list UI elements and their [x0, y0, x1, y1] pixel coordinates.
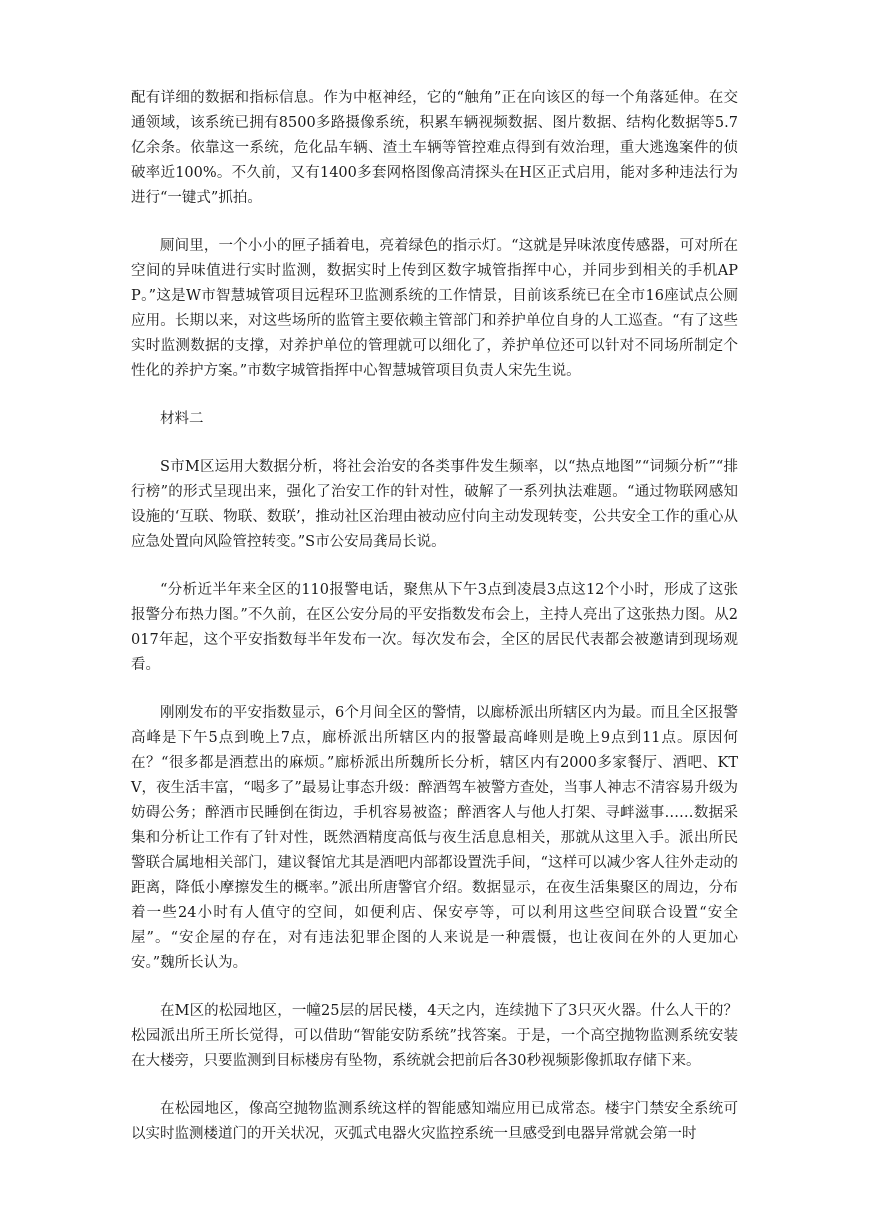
paragraph-high-altitude-throwing: 在M区的松园地区，一幢25层的居民楼，4天之内，连续抛下了3只灭火器。什么人干的？松园派出所王所长觉得，可以借助“智能安防系统”找答案。于是，一个高空抛物监测系统安装在大楼旁，只要监测到目标楼房有坠物，系统就会把前后各30秒视频影像抓取存储下来。 [131, 1003, 738, 1069]
paragraph-big-data-analysis: S市M区运用大数据分析，将社会治安的各类事件发生频率，以“热点地图”“词频分析”“排行榜”的形式呈现出来，强化了治安工作的针对性，破解了一系列执法难题。“通过物联网感知设施的‘互联、物联、数联’，推动社区治理由被动应付向主动发现转变，公共安全工作的重心从应急处置向风险管控转变。”S市公安局龚局长说。 [131, 459, 738, 550]
document-page [131, 86, 738, 1170]
section-heading-material-two: 材料二 [160, 411, 204, 427]
paragraph-intro-continuation: 配有详细的数据和指标信息。作为中枢神经，它的“触角”正在向该区的每一个角落延伸。在交通领域，该系统已拥有8500多路摄像系统，积累车辆视频数据、图片数据、结构化数据等5.7亿余条。依靠这一系统，危化品车辆、渣土车辆等管控难点得到有效治理，重大逃逸案件的侦破率近100%。不久前，又有1400多套网格图像高清探头在H区正式启用，能对多种违法行为进行“一键式”抓拍。 [131, 90, 738, 206]
paragraph-toilet-sensor: 厕间里，一个小小的匣子插着电，亮着绿色的指示灯。“这就是异味浓度传感器，可对所在空间的异味值进行实时监测，数据实时上传到区数字城管指挥中心，并同步到相关的手机APP。”这是W市智慧城管项目远程环卫监测系统的工作情景，目前该系统已在全市16座试点公厕应用。长期以来，对这些场所的监管主要依赖主管部门和养护单位自身的人工巡查。“有了这些实时监测数据的支撑，对养护单位的管理就可以细化了，养护单位还可以针对不同场所制定个性化的养护方案。”市数字城管指挥中心智慧城管项目负责人宋先生说。 [131, 238, 738, 379]
paragraph-heat-map: “分析近半年来全区的110报警电话，聚焦从下午3点到凌晨3点这12个小时，形成了这张报警分布热力图。”不久前，在区公安分局的平安指数发布会上，主持人亮出了这张热力图。从2017年起，这个平安指数每半年发布一次。每次发布会，全区的居民代表都会被邀请到现场观看。 [131, 582, 738, 673]
paragraph-smart-sensing: 在松园地区，像高空抛物监测系统这样的智能感知端应用已成常态。楼宇门禁安全系统可以实时监测楼道门的开关状况，灭弧式电器火灾监控系统一旦感受到电器异常就会第一时 [131, 1101, 738, 1142]
paragraph-safety-index: 刚刚发布的平安指数显示，6个月间全区的警情，以廊桥派出所辖区内为最。而且全区报警高峰是下午5点到晚上7点，廊桥派出所辖区内的报警最高峰则是晚上9点到11点。原因何在？“很多都是酒惹出的麻烦。”廊桥派出所魏所长分析，辖区内有2000多家餐厅、酒吧、KTV，夜生活丰富，“喝多了”最易让事态升级：醉酒驾车被警方查处，当事人神志不清容易升级为妨碍公务；醉酒市民睡倒在街边，手机容易被盗；醉酒客人与他人打架、寻衅滋事……数据采集和分析让工作有了针对性，既然酒精度高低与夜生活息息相关，那就从这里入手。派出所民警联合属地相关部门，建议餐馆尤其是酒吧内部都设置洗手间，“这样可以减少客人往外走动的距离，降低小摩擦发生的概率。”派出所唐警官介绍。数据显示，在夜生活集聚区的周边，分布着一些24小时有人值守的空间，如便利店、保安亭等，可以利用这些空间联合设置“安全屋”。“安企屋的存在，对有违法犯罪企图的人来说是一种震慑，也让夜间在外的人更加心安。”魏所长认为。 [131, 705, 738, 971]
